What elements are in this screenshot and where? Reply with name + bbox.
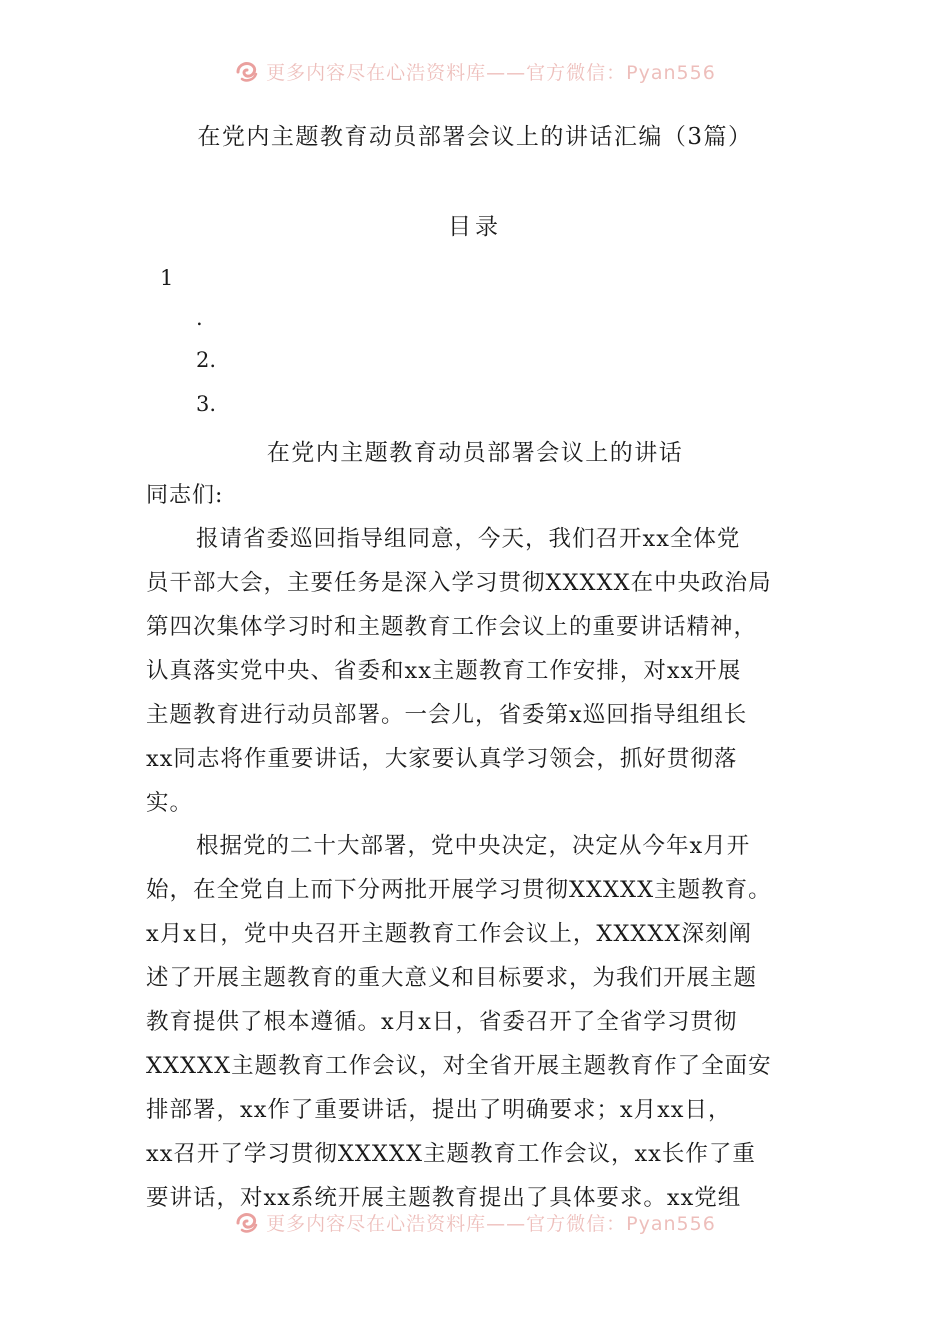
- paragraph-line: 教育提供了根本遵循。x月x日，省委召开了全省学习贯彻: [146, 1009, 738, 1035]
- watermark-text: 更多内容尽在心浩资料库——官方微信：Pyan556: [266, 1212, 716, 1235]
- swirl-logo-icon: [234, 1209, 260, 1235]
- paragraph-line: 员干部大会，主要任务是深入学习贯彻XXXXX在中央政治局: [146, 570, 772, 596]
- paragraph-line: 根据党的二十大部署，党中央决定，决定从今年x月开: [196, 833, 751, 859]
- paragraph-line: x月x日，党中央召开主题教育工作会议上，XXXXX深刻阐: [146, 921, 752, 947]
- toc-item[interactable]: 2.: [196, 348, 217, 372]
- paragraph-line: 认真落实党中央、省委和xx主题教育工作安排，对xx开展: [146, 658, 742, 684]
- document-title: 在党内主题教育动员部署会议上的讲话汇编（3篇）: [197, 124, 753, 150]
- watermark-bottom: [0, 1207, 950, 1237]
- speech-title: 在党内主题教育动员部署会议上的讲话: [266, 440, 684, 466]
- paragraph-line: 报请省委巡回指导组同意，今天，我们召开xx全体党: [196, 526, 741, 552]
- paragraph-line: XXXXX主题教育工作会议，对全省开展主题教育作了全面安: [146, 1053, 772, 1079]
- salutation: 同志们:: [146, 483, 224, 508]
- paragraph-line: 述了开展主题教育的重大意义和目标要求，为我们开展主题: [146, 965, 758, 991]
- paragraph-line: 第四次集体学习时和主题教育工作会议上的重要讲话精神，: [146, 614, 758, 640]
- toc-item[interactable]: .: [196, 306, 203, 330]
- watermark-top: [0, 56, 950, 86]
- paragraph-line: 排部署，xx作了重要讲话，提出了明确要求；x月xx日，: [146, 1097, 732, 1123]
- toc-item[interactable]: 3.: [196, 392, 217, 416]
- toc-item[interactable]: 1: [160, 266, 174, 290]
- paragraph-line: xx召开了学习贯彻XXXXX主题教育工作会议，xx长作了重: [146, 1141, 756, 1167]
- paragraph-line: 始，在全党自上而下分两批开展学习贯彻XXXXX主题教育。: [146, 877, 772, 903]
- paragraph-line: 要讲话，对xx系统开展主题教育提出了具体要求。xx党组: [146, 1185, 742, 1211]
- toc-heading: 目录: [448, 214, 502, 240]
- watermark-text: 更多内容尽在心浩资料库——官方微信：Pyan556: [266, 61, 716, 84]
- paragraph-line: xx同志将作重要讲话，大家要认真学习领会，抓好贯彻落: [146, 746, 738, 772]
- swirl-logo-icon: [234, 58, 260, 84]
- paragraph-line: 主题教育进行动员部署。一会儿，省委第x巡回指导组组长: [146, 702, 748, 728]
- paragraph-line: 实。: [146, 790, 194, 816]
